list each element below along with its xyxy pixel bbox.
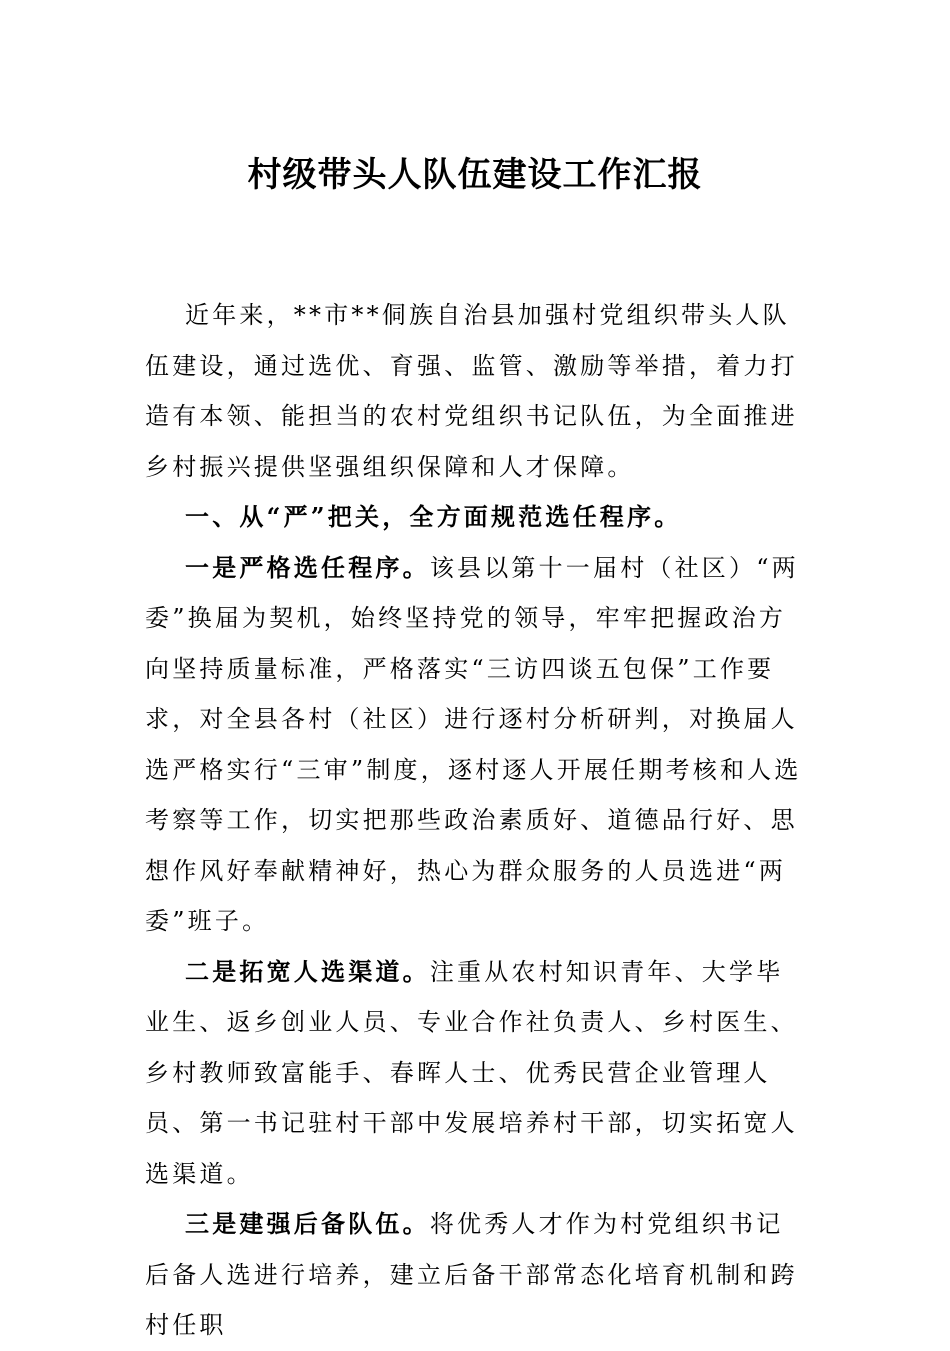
intro-paragraph: 近年来，**市**侗族自治县加强村党组织带头人队伍建设，通过选优、育强、监管、激励等举措，着力打造有本领、能担当的农村党组织书记队伍，为全面推进乡村振兴提供坚强组织保障和人才保障。 [145, 301, 798, 481]
item-paragraph-1 [145, 543, 810, 947]
item-text-3: 将优秀人才作为村党组织书记后备人选进行培养，建立后备干部常态化培育机制和跨村任职 [145, 1210, 798, 1339]
item-paragraph-3 [145, 1199, 810, 1351]
item-paragraph-2 [145, 947, 810, 1200]
item-lead-2: 二是拓宽人选渠道。 [185, 956, 430, 986]
document-body [145, 290, 810, 1351]
item-text-1: 该县以第十一届村（社区）“两委”换届为契机，始终坚持党的领导，牢牢把握政治方向坚持质量标准，严格落实“三访四谈五包保”工作要求，对全县各村（社区）进行逐村分析研判，对换届人选严格实行“三审”制度，逐村逐人开展任期考核和人选考察等工作，切实把那些政治素质好、道德品行好、思想作风好奉献精神好，热心为群众服务的人员选进“两委”班子。 [145, 553, 802, 935]
item-lead-3: 三是建强后备队伍。 [185, 1209, 430, 1238]
item-lead-1: 一是严格选任程序。 [185, 552, 430, 582]
item-text-2: 注重从农村知识青年、大学毕业生、返乡创业人员、专业合作社负责人、乡村医生、乡村教师致富能手、春晖人士、优秀民营企业管理人员、第一书记驻村干部中发展培养村干部，切实拓宽人选渠道。 [145, 957, 798, 1188]
document-title: 村级带头人队伍建设工作汇报 [247, 155, 703, 195]
section-heading: 一、从“严”把关，全方面规范选任程序。 [185, 502, 682, 531]
